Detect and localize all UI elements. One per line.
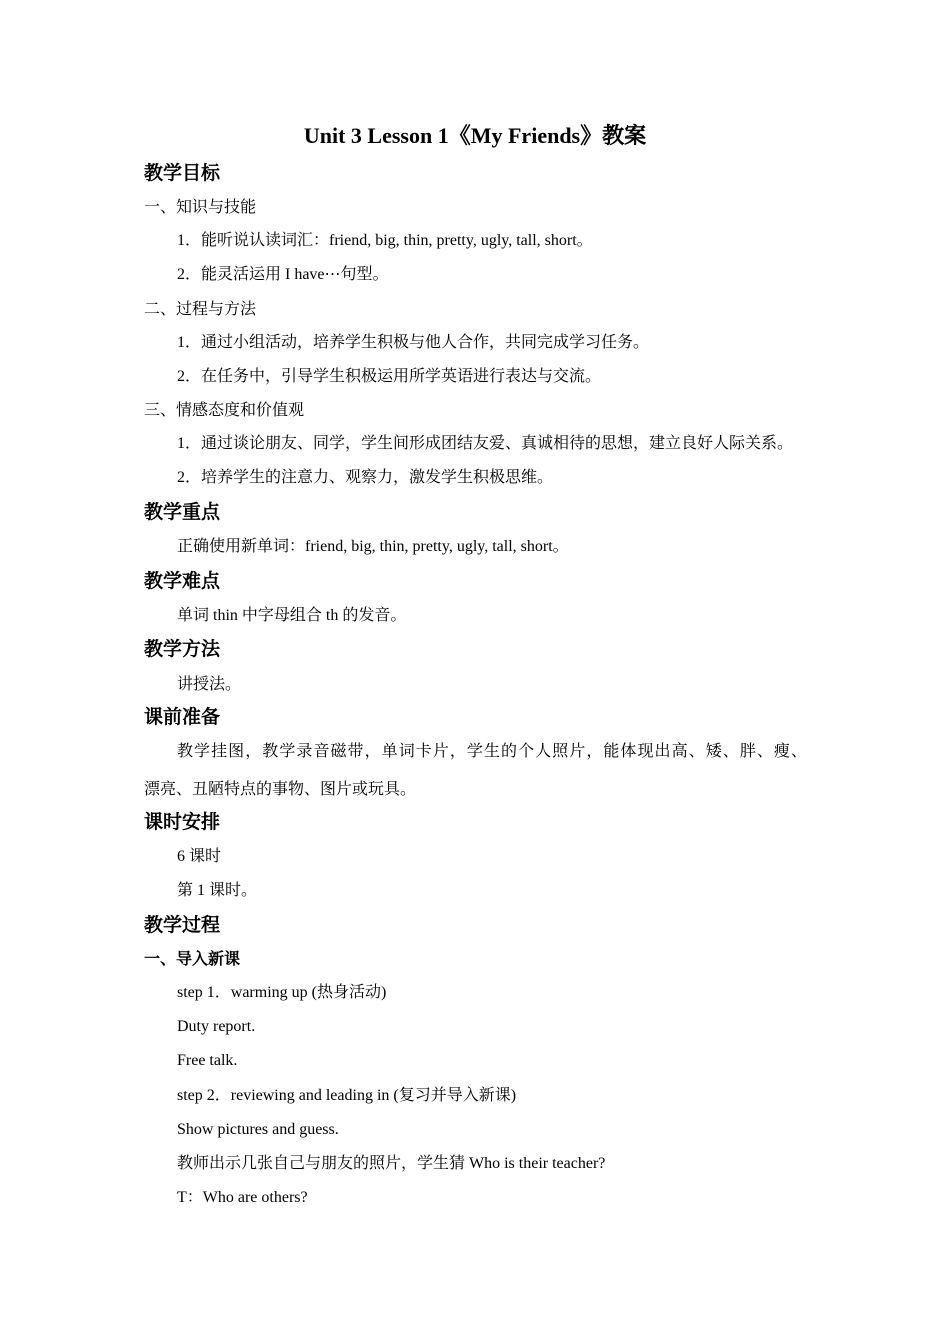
methods-heading: 教学方法 xyxy=(144,639,221,660)
process-line: 教师出示几张自己与朋友的照片，学生猜 Who is their teacher? xyxy=(177,1155,606,1172)
section-attitude-values-title: 三、情感态度和价值观 xyxy=(144,402,305,419)
objective-item: 1．能听说认读词汇：friend, big, thin, pretty, ugly, tall, short。 xyxy=(177,232,593,249)
preparation-heading: 课前准备 xyxy=(144,707,221,728)
process-section-intro-title: 一、导入新课 xyxy=(144,951,241,968)
preparation-text-line-1: 教学挂图，教学录音磁带，单词卡片，学生的个人照片，能体现出高、矮、胖、瘦、 xyxy=(177,743,807,760)
process-line: Duty report. xyxy=(177,1018,256,1035)
process-line: Free talk. xyxy=(177,1052,238,1069)
process-line: step 1．warming up (热身活动) xyxy=(177,984,387,1001)
section-process-methods-title: 二、过程与方法 xyxy=(144,301,257,318)
objective-item: 2．在任务中，引导学生积极运用所学英语进行表达与交流。 xyxy=(177,368,602,385)
difficulties-heading: 教学难点 xyxy=(144,571,221,592)
difficulties-text: 单词 thin 中字母组合 th 的发音。 xyxy=(177,607,407,624)
preparation-text-line-2: 漂亮、丑陋特点的事物、图片或玩具。 xyxy=(144,781,417,798)
objective-item: 1．通过谈论朋友、同学，学生间形成团结友爱、真诚相待的思想，建立良好人际关系。 xyxy=(177,435,794,452)
objective-item: 2．能灵活运用 I have⋯句型。 xyxy=(177,266,389,283)
objective-item: 2．培养学生的注意力、观察力，激发学生积极思维。 xyxy=(177,469,554,486)
key-points-heading: 教学重点 xyxy=(144,502,221,523)
key-points-text: 正确使用新单词：friend, big, thin, pretty, ugly, tall, short。 xyxy=(177,538,569,555)
document-title: Unit 3 Lesson 1《My Friends》教案 xyxy=(303,123,647,148)
objective-item: 1．通过小组活动，培养学生积极与他人合作，共同完成学习任务。 xyxy=(177,334,650,351)
process-heading: 教学过程 xyxy=(144,915,221,936)
section-knowledge-skills-title: 一、知识与技能 xyxy=(144,199,257,216)
process-line: T：Who are others? xyxy=(177,1189,308,1206)
schedule-heading: 课时安排 xyxy=(144,812,221,833)
objectives-heading: 教学目标 xyxy=(144,163,221,184)
methods-text: 讲授法。 xyxy=(177,676,242,693)
process-line: Show pictures and guess. xyxy=(177,1121,339,1138)
schedule-total: 6 课时 xyxy=(177,848,222,865)
schedule-current: 第 1 课时。 xyxy=(177,882,258,899)
process-line: step 2．reviewing and leading in (复习并导入新课) xyxy=(177,1087,517,1104)
